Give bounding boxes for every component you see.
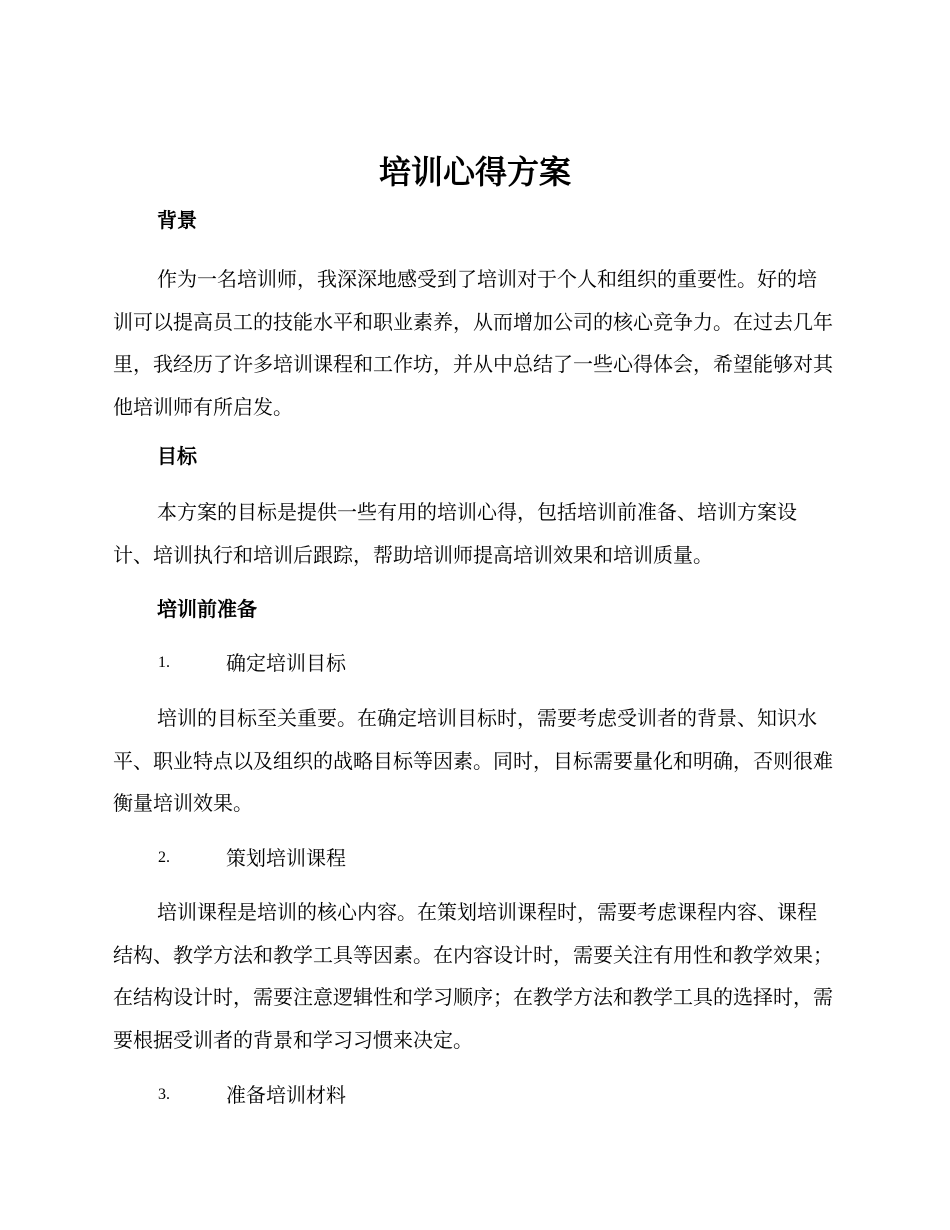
section-heading-background: 背景 — [157, 208, 197, 232]
section-heading-goal: 目标 — [157, 444, 197, 468]
list-item-number: 2. — [158, 849, 170, 866]
document-title: 培训心得方案 — [378, 153, 571, 191]
list-item-number: 3. — [158, 1086, 170, 1103]
item-1-paragraph: 培训的目标至关重要。在确定培训目标时，需要考虑受训者的背景、知识水平、职业特点以及组织的战略目标等因素。同时，目标需要量化和明确，否则很难衡量培训效果。 — [113, 706, 833, 815]
list-item-number: 1. — [158, 654, 170, 671]
list-item-label: 准备培训材料 — [226, 1083, 346, 1107]
section-heading-preparation: 培训前准备 — [157, 597, 257, 621]
background-paragraph: 作为一名培训师，我深深地感受到了培训对于个人和组织的重要性。好的培训可以提高员工的技能水平和职业素养，从而增加公司的核心竞争力。在过去几年里，我经历了许多培训课程和工作坊，并从中总结了一些心得体会，希望能够对其他培训师有所启发。 — [113, 267, 833, 419]
item-2-paragraph: 培训课程是培训的核心内容。在策划培训课程时，需要考虑课程内容、课程结构、教学方法和教学工具等因素。在内容设计时，需要关注有用性和教学效果；在结构设计时，需要注意逻辑性和学习顺序；在教学方法和教学工具的选择时，需要根据受训者的背景和学习习惯来决定。 — [113, 900, 833, 1052]
goal-paragraph: 本方案的目标是提供一些有用的培训心得，包括培训前准备、培训方案设计、培训执行和培训后跟踪，帮助培训师提高培训效果和培训质量。 — [113, 500, 797, 567]
list-item-label: 策划培训课程 — [226, 846, 346, 870]
list-item-label: 确定培训目标 — [226, 651, 346, 675]
